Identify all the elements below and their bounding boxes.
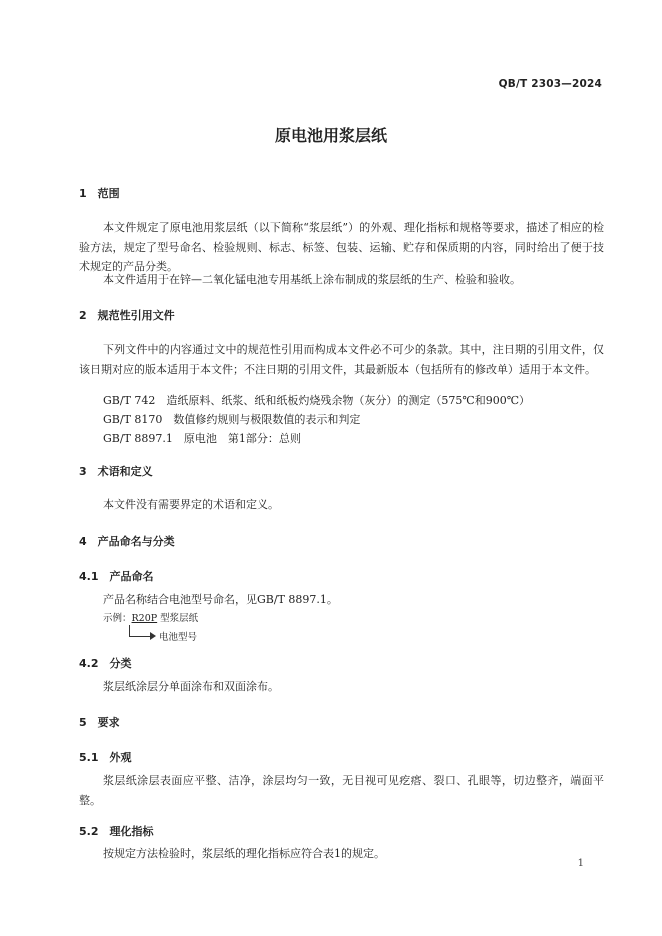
document-title: 原电池用浆层纸 xyxy=(274,126,387,145)
section-5-1-heading: 5.1 外观 xyxy=(79,751,132,764)
section-2-paragraph-1: 下列文件中的内容通过文中的规范性引用而构成本文件必不可少的条款。其中，注日期的引用文件，仅该日期对应的版本适用于本文件；不注日期的引用文件，其最新版本（包括所有的修改单）适用于本文件。 xyxy=(79,343,604,376)
standard-code: QB/T 2303—2024 xyxy=(498,78,602,90)
section-1-heading: 1 范围 xyxy=(79,187,120,200)
arrow-right-icon xyxy=(150,632,156,640)
section-4-heading: 4 产品命名与分类 xyxy=(79,535,175,548)
naming-example xyxy=(103,610,198,624)
page-number: 1 xyxy=(577,858,584,869)
reference-item: GB/T 8897.1 原电池 第1部分：总则 xyxy=(103,432,301,445)
section-4-2-heading: 4.2 分类 xyxy=(79,657,132,670)
section-5-2-heading: 5.2 理化指标 xyxy=(79,825,154,838)
annotation-connector-vertical xyxy=(129,625,130,636)
example-label: 示例： xyxy=(103,613,132,624)
reference-item: GB/T 8170 数值修约规则与极限数值的表示和判定 xyxy=(103,413,361,426)
section-1-paragraph-2: 本文件适用于在锌—二氧化锰电池专用基纸上涂布制成的浆层纸的生产、检验和验收。 xyxy=(103,273,521,286)
section-3-heading: 3 术语和定义 xyxy=(79,465,153,478)
section-4-1-paragraph-1: 产品名称结合电池型号命名，见GB/T 8897.1。 xyxy=(103,593,338,606)
section-3-paragraph-1: 本文件没有需要界定的术语和定义。 xyxy=(103,498,279,511)
section-4-1-heading: 4.1 产品命名 xyxy=(79,570,154,583)
example-suffix: 型浆层纸 xyxy=(157,613,199,624)
section-5-heading: 5 要求 xyxy=(79,716,120,729)
section-5-1-paragraph-1: 浆层纸涂层表面应平整、洁净，涂层均匀一致，无目视可见疙瘩、裂口、孔眼等，切边整齐，端面平整。 xyxy=(79,774,604,807)
annotation-label: 电池型号 xyxy=(159,632,198,643)
section-1-paragraph-1: 本文件规定了原电池用浆层纸（以下简称“浆层纸”）的外观、理化指标和规格等要求，描述了相应的检验方法，规定了型号命名、检验规则、标志、标签、包装、运输、贮存和保质期的内容，同时给出了便于技术规定的产品分类。 xyxy=(79,221,604,273)
section-5-2-paragraph-1: 按规定方法检验时，浆层纸的理化指标应符合表1的规定。 xyxy=(103,847,385,860)
section-2-heading: 2 规范性引用文件 xyxy=(79,309,175,322)
reference-item: GB/T 742 造纸原料、纸浆、纸和纸板灼烧残余物（灰分）的测定（575℃和900℃） xyxy=(103,394,531,407)
example-code: R20P xyxy=(131,613,158,624)
section-4-2-paragraph-1: 浆层纸涂层分单面涂布和双面涂布。 xyxy=(103,680,279,693)
